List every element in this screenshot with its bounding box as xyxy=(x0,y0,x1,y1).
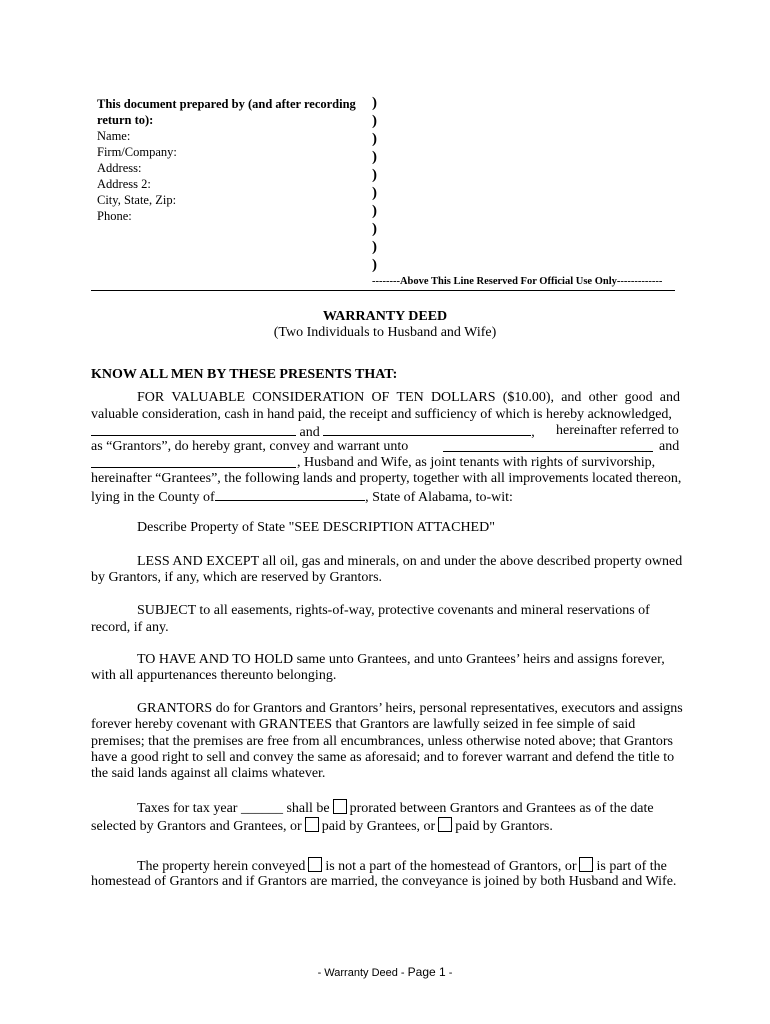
prorated-checkbox[interactable] xyxy=(333,799,347,814)
word: DOLLARS xyxy=(430,390,496,405)
paren: ) xyxy=(372,221,377,237)
paid-by-grantors-checkbox[interactable] xyxy=(438,817,452,832)
grantors-line-5: the said lands against all claims whatever. xyxy=(91,766,326,781)
less-and-except-line-2: by Grantors, if any, which are reserved by Grantors. xyxy=(91,570,383,585)
subject-line-1: SUBJECT to all easements, rights-of-way, protective covenants and mineral reservations of xyxy=(137,603,650,618)
document-subtitle: (Two Individuals to Husband and Wife) xyxy=(273,325,497,340)
page-number: Page 1 xyxy=(407,965,446,979)
describe-property: Describe Property of State "SEE DESCRIPTION ATTACHED" xyxy=(137,520,495,535)
word: and xyxy=(561,390,582,405)
grantee-1-blank[interactable] xyxy=(443,439,653,452)
preparer-firm-label: Firm/Company: xyxy=(97,145,177,159)
paren: ) xyxy=(372,95,377,111)
property-conveyed-text: The property herein conveyed xyxy=(137,859,306,874)
paren: ) xyxy=(372,149,377,165)
prorated-text: prorated between Grantors and Grantees as of the date xyxy=(349,801,654,816)
word: VALUABLE xyxy=(171,390,246,405)
paren: ) xyxy=(372,131,377,147)
taxes-line-2 xyxy=(91,817,553,835)
consideration-line-4: as “Grantors”, do hereby grant, convey and warrant unto xyxy=(91,439,409,454)
paren: ) xyxy=(372,203,377,219)
grantor-2-blank[interactable] xyxy=(323,423,531,436)
divider-rule xyxy=(91,290,675,291)
husband-wife-text: Husband and Wife, as joint tenants with rights of survivorship, xyxy=(304,455,656,470)
word: good xyxy=(624,390,653,405)
is-homestead-checkbox[interactable] xyxy=(579,857,593,872)
is-homestead-text: is part of the xyxy=(596,859,667,874)
preparer-heading-2: return to): xyxy=(97,113,154,127)
county-blank[interactable] xyxy=(215,488,365,501)
grantee-2-blank[interactable] xyxy=(91,455,296,468)
official-use-line: --------Above This Line Reserved For Official Use Only------------- xyxy=(372,276,663,287)
preparer-name-label: Name: xyxy=(97,129,131,143)
not-homestead-checkbox[interactable] xyxy=(308,857,322,872)
to-have-line-1: TO HAVE AND TO HOLD same unto Grantees, and unto Grantees’ heirs and assigns forever, xyxy=(137,652,665,667)
hereinafter-text: hereinafter referred to xyxy=(556,423,679,438)
homestead-line-2: homestead of Grantors and if Grantors are married, the conveyance is joined by both Husband and Wife. xyxy=(91,874,677,889)
grantors-line-2: forever hereby covenant with GRANTEES that Grantors are lawfully seized in fee simple of said xyxy=(91,717,636,732)
paid-by-grantees-checkbox[interactable] xyxy=(305,817,319,832)
footer-title: - Warranty Deed - xyxy=(317,967,408,979)
paren: ) xyxy=(372,239,377,255)
homestead-line-1 xyxy=(137,857,667,875)
grantors-line-4: have a good right to sell and convey the same as aforesaid; and to forever warrant and defend the title to xyxy=(91,750,675,765)
subject-line-2: record, if any. xyxy=(91,620,169,635)
county-label: lying in the County of xyxy=(91,490,215,505)
grantors-line-3: premises; that the premises are free from all encumbrances, unless otherwise noted above; that Grantors xyxy=(91,734,673,749)
consideration-line-5: , Husband and Wife, as joint tenants with rights of survivorship, xyxy=(297,455,656,470)
word: TEN xyxy=(396,390,424,405)
paren: ) xyxy=(372,185,377,201)
consideration-line-2: valuable consideration, cash in hand paid, the receipt and sufficiency of which is hereby acknowledged, xyxy=(91,407,672,422)
paren: ) xyxy=(372,113,377,129)
document-title: WARRANTY DEED xyxy=(322,309,448,324)
preparer-heading: This document prepared by (and after recording xyxy=(97,97,356,111)
grantor-1-blank[interactable] xyxy=(91,423,296,436)
grantors-line-1: GRANTORS do for Grantors and Grantors’ heirs, personal representatives, executors and assigns xyxy=(137,701,683,716)
less-and-except-line-1: LESS AND EXCEPT all oil, gas and minerals, on and under the above described property owned xyxy=(137,554,683,569)
preparer-address-label: Address: xyxy=(97,161,142,175)
taxes-text: Taxes for tax year ______ shall be xyxy=(137,801,330,816)
word: other xyxy=(588,390,618,405)
word: and xyxy=(659,390,680,405)
and-text: and xyxy=(299,425,320,440)
consideration-line-3: and , xyxy=(91,423,535,441)
know-all-men-heading: KNOW ALL MEN BY THESE PRESENTS THAT: xyxy=(91,367,398,382)
to-have-line-2: with all appurtenances thereunto belonging. xyxy=(91,668,337,683)
page-footer xyxy=(0,965,770,979)
paren: ) xyxy=(372,257,377,273)
and-text-2: and xyxy=(659,439,680,454)
preparer-address2-label: Address 2: xyxy=(97,177,151,191)
paren: ) xyxy=(372,167,377,183)
preparer-city-label: City, State, Zip: xyxy=(97,193,177,207)
state-text: , State of Alabama, to-wit: xyxy=(365,490,513,505)
taxes-line-1 xyxy=(137,799,654,817)
not-homestead-text: is not a part of the homestead of Grantors, or xyxy=(325,859,577,874)
consideration-line-6: hereinafter “Grantees”, the following lands and property, together with all improvements located thereon, xyxy=(91,471,682,486)
footer-dash: - xyxy=(445,967,453,979)
paid-by-grantors-text: paid by Grantors. xyxy=(455,819,553,834)
selected-text: selected by Grantors and Grantees, or xyxy=(91,819,302,834)
word: FOR xyxy=(137,390,165,405)
consideration-line-7 xyxy=(91,488,513,506)
word: ($10.00), xyxy=(502,390,555,405)
consideration-line-1 xyxy=(137,390,680,406)
word: OF xyxy=(371,390,390,405)
preparer-phone-label: Phone: xyxy=(97,209,132,223)
word: CONSIDERATION xyxy=(252,390,365,405)
paid-by-grantees-text: paid by Grantees, or xyxy=(321,819,436,834)
